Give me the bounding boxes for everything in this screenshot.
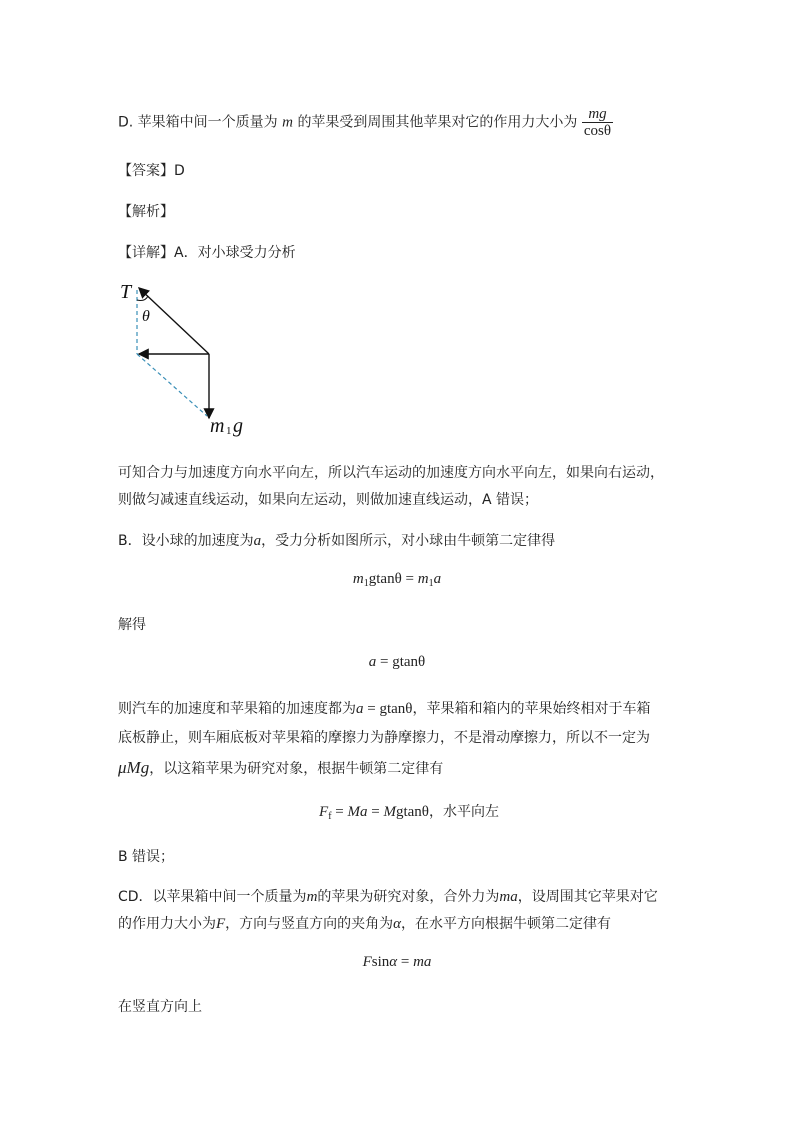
equation-1: [0, 571, 794, 589]
angle-arc: [137, 296, 148, 301]
label-theta: θ: [142, 308, 150, 325]
answer-value: D: [174, 163, 185, 179]
equation-4: [0, 954, 794, 971]
eq3-suffix: ，水平向左: [428, 804, 499, 820]
eq4-alpha: α: [389, 954, 398, 970]
b-wrong: B 错误；: [118, 849, 175, 865]
label-m: m: [210, 415, 225, 437]
vertical-direction: 在竖直方向上: [118, 999, 202, 1015]
option-d-prefix: D. 苹果箱中间一个质量为: [118, 114, 278, 131]
eq4-ma: ma: [413, 954, 432, 970]
b-line-2-suffix: ，苹果箱和箱内的苹果始终相对于车箱: [412, 701, 651, 717]
eq3-f: F: [319, 804, 329, 820]
label-t: T: [120, 281, 132, 303]
answer-label: 【答案】: [118, 163, 174, 179]
equation-3: [12, 801, 794, 822]
fraction-mg-cos: [582, 106, 613, 139]
b-line-2: [118, 698, 650, 718]
eq1-m2: m: [417, 571, 429, 587]
eq3-ma: Ma: [347, 804, 368, 820]
cd-line-2-prefix: 的作用力大小为: [118, 916, 216, 932]
b-line-3: 底板静止，则车厢底板对苹果箱的摩擦力为静摩擦力，不是滑动摩擦力，所以不一定为: [118, 730, 650, 746]
cd-alpha: α: [393, 916, 402, 932]
force-diagram: [110, 276, 270, 446]
b-line-2-a: a: [356, 701, 364, 717]
eq4-sin: sin: [371, 954, 390, 970]
eq3-eq1: =: [331, 804, 348, 820]
eq3-rest: gtanθ: [395, 804, 429, 820]
eq3-m: M: [383, 804, 396, 820]
b-line-1: [118, 530, 555, 550]
cd-line-1: [118, 886, 658, 906]
eq2-rest: = gtanθ: [376, 654, 426, 670]
mu-mg: μMg: [118, 758, 150, 777]
eq1-mid: gtanθ =: [368, 571, 418, 587]
b-line-1-suffix: ，受力分析如图所示，对小球由牛顿第二定律得: [261, 533, 556, 549]
cd-ma: ma: [499, 889, 518, 905]
cd-f: F: [216, 916, 226, 932]
b-line-4: [118, 758, 443, 778]
label-g: g: [233, 415, 243, 437]
cd-line-1-prefix: CD．以苹果箱中间一个质量为: [118, 889, 307, 905]
eq3-eq2: =: [367, 804, 384, 820]
b-line-2-eq: = gtanθ: [363, 701, 413, 717]
cd-line-2: [118, 913, 611, 933]
b-line-2-prefix: 则汽车的加速度和苹果箱的加速度都为: [118, 701, 356, 717]
eq4-f: F: [362, 954, 372, 970]
eq4-eq: =: [397, 954, 414, 970]
cd-line-2-suffix: ，在水平方向根据牛顿第二定律有: [401, 916, 612, 932]
eq2-a: a: [368, 654, 377, 670]
fraction-numerator: mg: [582, 106, 613, 123]
var-a: a: [253, 533, 262, 549]
cd-line-1-suffix: ，设周围其它苹果对它: [517, 889, 658, 905]
equation-2: [0, 654, 794, 671]
cd-line-1-mid: 的苹果为研究对象，合外力为: [317, 889, 500, 905]
option-d-middle: 的苹果受到周围其他苹果对它的作用力大小为: [297, 114, 578, 131]
b-line-1-prefix: B．设小球的加速度为: [118, 533, 254, 549]
fraction-denominator: cosθ: [583, 123, 612, 139]
answer-line: [118, 160, 185, 180]
detail-heading: 【详解】A．对小球受力分析: [118, 245, 296, 261]
eq1-sub1: 1: [363, 578, 369, 589]
cd-line-2-mid: ，方向与竖直方向的夹角为: [225, 916, 394, 932]
eq1-sub2: 1: [428, 578, 434, 589]
dashed-diagonal: [137, 354, 207, 416]
option-d: [118, 106, 613, 139]
eq1-m1: m: [352, 571, 364, 587]
eq1-a: a: [433, 571, 442, 587]
a-line-2: 则做匀减速直线运动，如果向左运动，则做加速直线运动，A 错误；: [118, 492, 539, 508]
label-m-sub: 1: [226, 425, 232, 437]
analysis-label: 【解析】: [118, 204, 174, 220]
a-line-1: 可知合力与加速度方向水平向左，所以汽车运动的加速度方向水平向左，如果向右运动，: [118, 465, 664, 481]
eq3-f-sub: f: [328, 811, 332, 822]
solve-label: 解得: [118, 617, 146, 633]
b-line-4-suffix: ，以这箱苹果为研究对象，根据牛顿第二定律有: [149, 761, 444, 777]
var-m: m: [282, 114, 293, 131]
cd-m: m: [306, 889, 318, 905]
